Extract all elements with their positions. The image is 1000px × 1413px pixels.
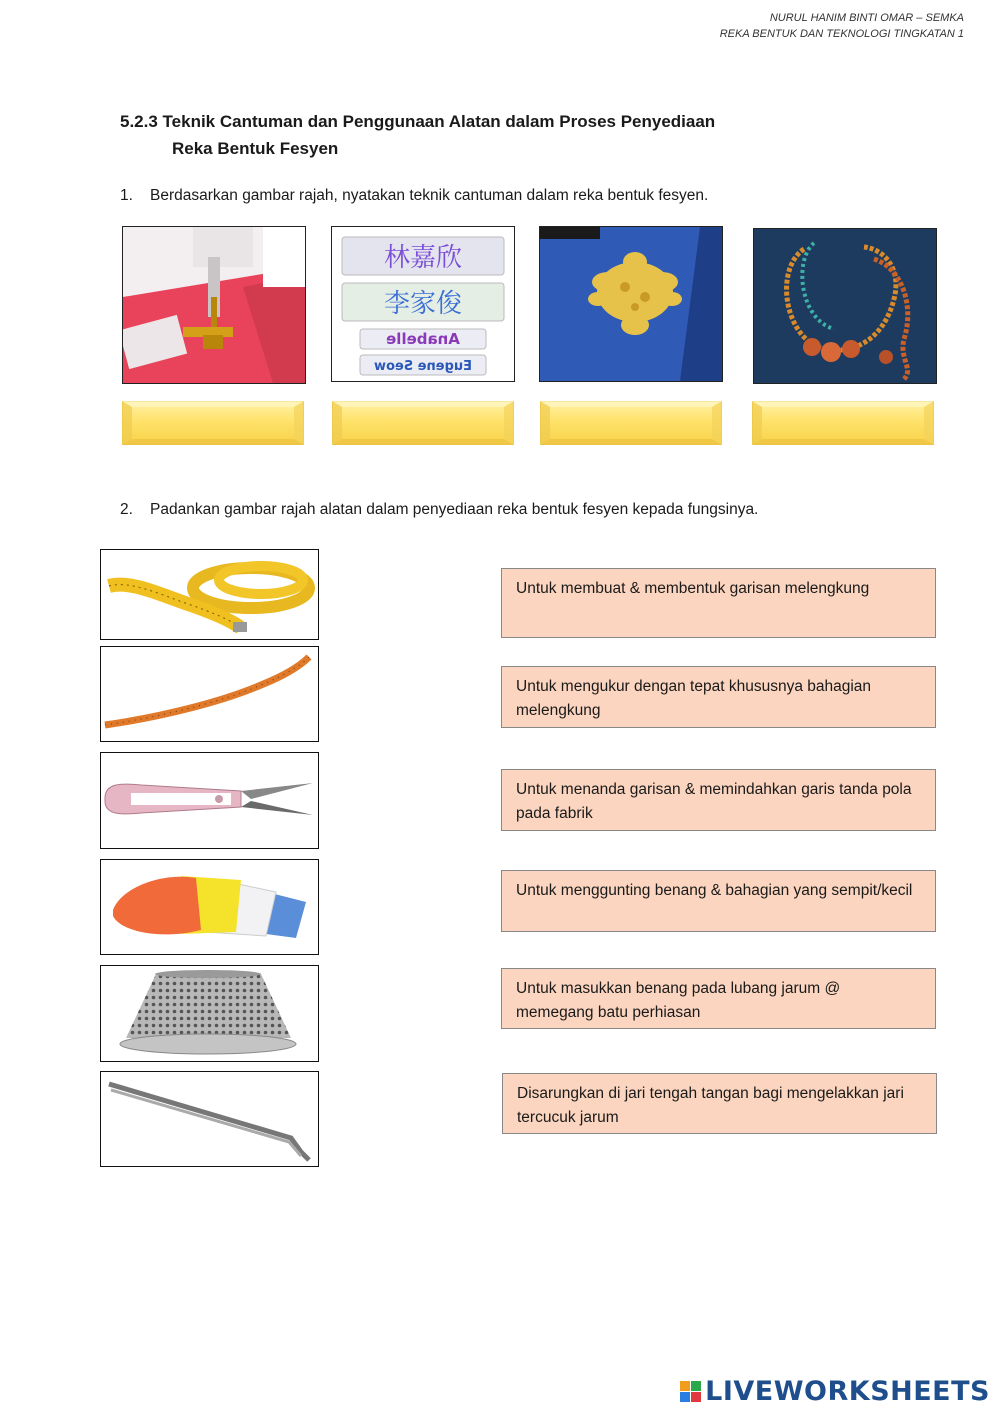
function-text: Untuk menggunting benang & bahagian yang sempit/kecil bbox=[516, 882, 913, 899]
liveworksheets-logo bbox=[680, 1376, 990, 1407]
thimble-image[interactable] bbox=[100, 965, 319, 1062]
tweezers-image[interactable] bbox=[100, 1071, 319, 1167]
section-title-line2: Reka Bentuk Fesyen bbox=[172, 139, 339, 158]
gold-embroidery-image bbox=[539, 226, 723, 382]
measuring-tape-image[interactable] bbox=[100, 549, 319, 640]
section-title-line1: 5.2.3 Teknik Cantuman dan Penggunaan Alatan dalam Proses Penyediaan bbox=[120, 112, 716, 131]
name-tag-embroidery-image bbox=[331, 226, 515, 382]
tailor-chalk-image[interactable] bbox=[100, 859, 319, 955]
function-box-1[interactable] bbox=[501, 568, 936, 638]
tag-1: 林嘉欣 bbox=[383, 243, 463, 273]
liveworksheets-logo-icon bbox=[680, 1381, 701, 1402]
author-line: NURUL HANIM BINTI OMAR – SEMKA bbox=[769, 12, 964, 24]
logo-text: LIVEWORKSHEETS bbox=[705, 1376, 990, 1407]
function-text: Untuk membuat & membentuk garisan melengkung bbox=[516, 580, 870, 597]
section-title bbox=[120, 108, 715, 162]
document-header bbox=[720, 10, 964, 42]
subject-line: REKA BENTUK DAN TEKNOLOGI TINGKATAN 1 bbox=[719, 28, 964, 40]
question-text: Padankan gambar rajah alatan dalam penyediaan reka bentuk fesyen kepada fungsinya. bbox=[150, 501, 759, 518]
question-number: 1. bbox=[120, 187, 133, 204]
question-text: Berdasarkan gambar rajah, nyatakan teknik cantuman dalam reka bentuk fesyen. bbox=[150, 187, 709, 204]
tag-4: Eugene Seow bbox=[374, 359, 472, 374]
function-text: Disarungkan di jari tengah tangan bagi mengelakkan jari tercucuk jarum bbox=[517, 1085, 904, 1126]
function-text: Untuk menanda garisan & memindahkan garis tanda pola pada fabrik bbox=[516, 781, 912, 822]
sewing-machine-image bbox=[122, 226, 306, 384]
function-text: Untuk masukkan benang pada lubang jarum @ memegang batu perhiasan bbox=[516, 980, 841, 1021]
function-box-5[interactable] bbox=[501, 968, 936, 1029]
curved-ruler-image[interactable] bbox=[100, 646, 319, 742]
function-box-2[interactable] bbox=[501, 666, 936, 728]
question-1 bbox=[120, 187, 708, 205]
question-2 bbox=[120, 501, 758, 519]
function-box-3[interactable] bbox=[501, 769, 936, 831]
tag-3: Anabelle bbox=[386, 330, 460, 348]
answer-box-2[interactable] bbox=[332, 401, 514, 445]
answer-box-1[interactable] bbox=[122, 401, 304, 445]
function-box-4[interactable] bbox=[501, 870, 936, 932]
answer-box-3[interactable] bbox=[540, 401, 722, 445]
function-text: Untuk mengukur dengan tepat khususnya bahagian melengkung bbox=[516, 678, 872, 719]
thread-snips-image[interactable] bbox=[100, 752, 319, 849]
tag-2: 李家俊 bbox=[383, 289, 463, 319]
bead-necklace-image bbox=[753, 228, 937, 384]
function-box-6[interactable] bbox=[502, 1073, 937, 1134]
question-number: 2. bbox=[120, 501, 133, 518]
answer-box-4[interactable] bbox=[752, 401, 934, 445]
